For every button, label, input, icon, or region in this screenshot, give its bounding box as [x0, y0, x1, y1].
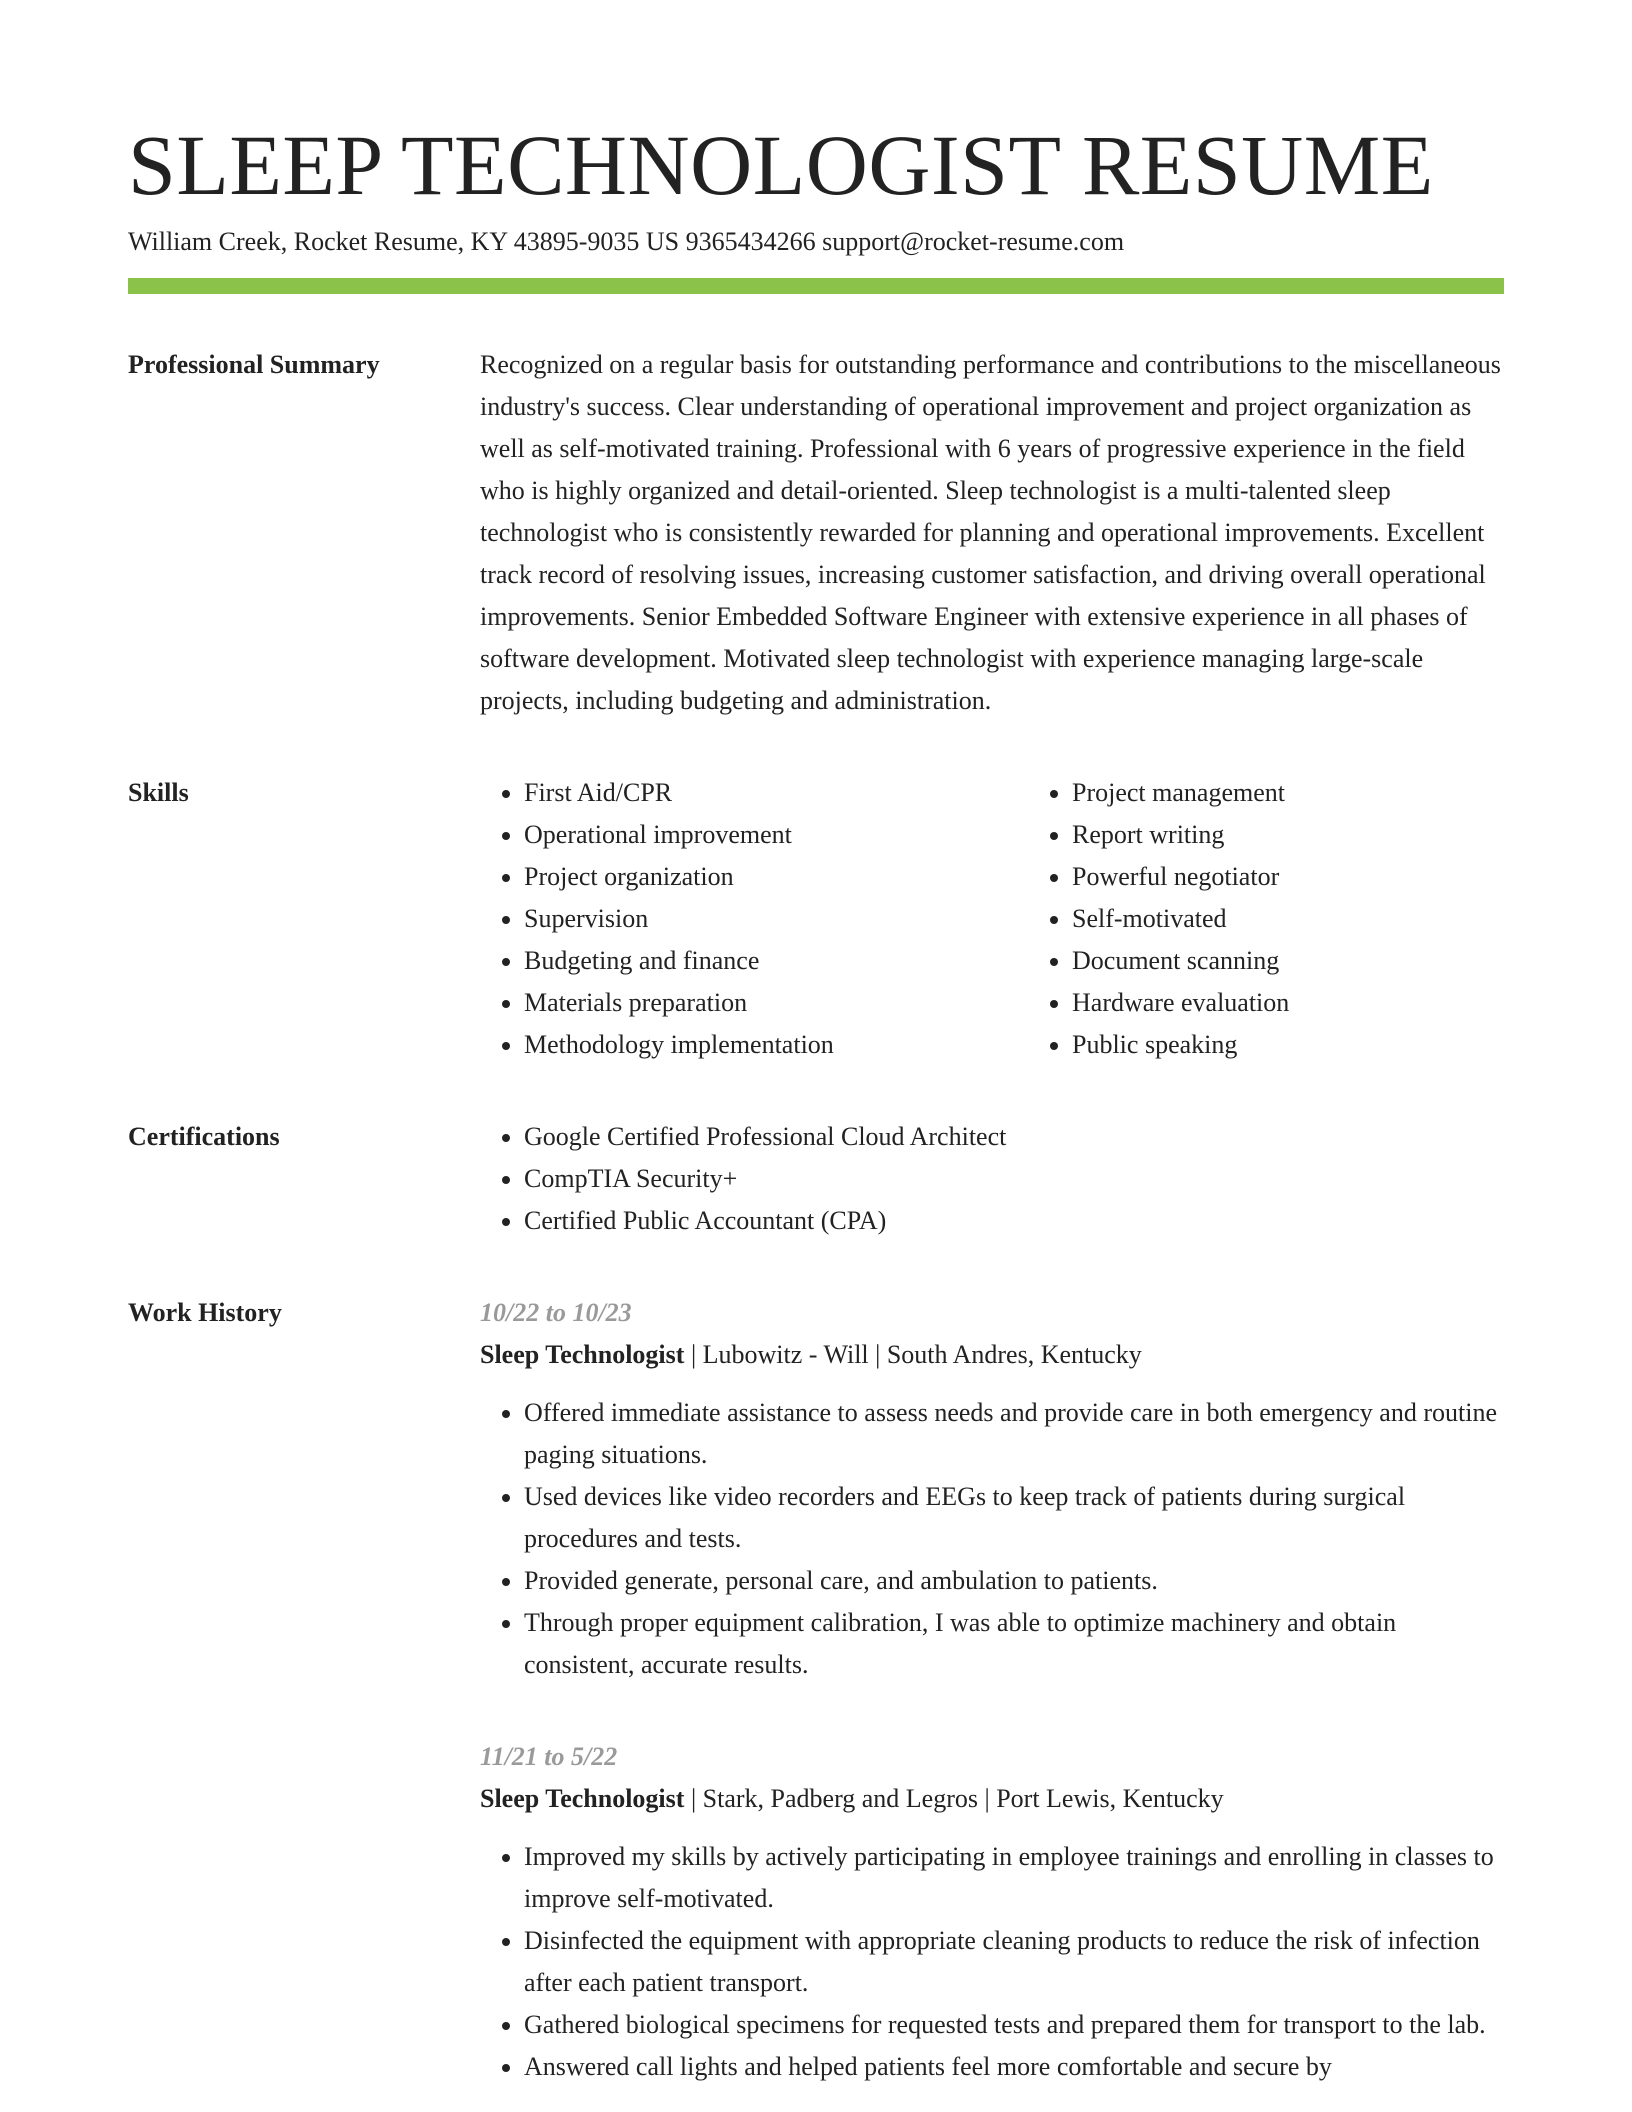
- certification-item: • Google Certified Professional Cloud Architect: [524, 1116, 1504, 1158]
- job-entry: [480, 1292, 1504, 1686]
- resume-page: [128, 118, 1504, 2088]
- job-details: | Stark, Padberg and Legros | Port Lewis, Kentucky: [684, 1784, 1224, 1814]
- skill-item: • Report writing: [1072, 814, 1576, 856]
- section-label: Certifications: [128, 1122, 280, 1152]
- certification-item: • Certified Public Accountant (CPA): [524, 1200, 1504, 1242]
- certification-item: • CompTIA Security+: [524, 1158, 1504, 1200]
- job-bullet: • Through proper equipment calibration, I was able to optimize machinery and obtain consistent, accurate results.: [524, 1602, 1504, 1686]
- skill-item: • Project organization: [524, 856, 1028, 898]
- section-label: Skills: [128, 778, 189, 808]
- resume-title: SLEEP TECHNOLOGIST RESUME: [128, 117, 1434, 213]
- certifications-list: [480, 1116, 1504, 1242]
- skill-item: • Project management: [1072, 772, 1576, 814]
- skill-item: • Budgeting and finance: [524, 940, 1028, 982]
- skills-list-left: [480, 772, 1028, 1066]
- certifications-section: [128, 1116, 1504, 1242]
- job-bullet: • Gathered biological specimens for requested tests and prepared them for transport to the lab.: [524, 2004, 1504, 2046]
- job-dates: 11/21 to 5/22: [480, 1742, 618, 1772]
- section-label: Work History: [128, 1298, 282, 1328]
- skill-item: • Hardware evaluation: [1072, 982, 1576, 1024]
- skill-item: • Document scanning: [1072, 940, 1576, 982]
- skills-section: [128, 772, 1504, 1066]
- accent-divider: [128, 278, 1504, 294]
- job-bullet: • Provided generate, personal care, and ambulation to patients.: [524, 1560, 1504, 1602]
- job-bullets: [480, 1392, 1504, 1686]
- skill-item: • Operational improvement: [524, 814, 1028, 856]
- skill-item: • Public speaking: [1072, 1024, 1576, 1066]
- job-bullet: • Improved my skills by actively participating in employee trainings and enrolling in classes to improve self-motivated.: [524, 1836, 1504, 1920]
- skills-list-right: [1028, 772, 1576, 1066]
- skill-item: • Supervision: [524, 898, 1028, 940]
- job-title: Sleep Technologist: [480, 1340, 685, 1370]
- job-bullet: • Offered immediate assistance to assess needs and provide care in both emergency and routine paging situations.: [524, 1392, 1504, 1476]
- job-bullet: • Used devices like video recorders and EEGs to keep track of patients during surgical procedures and tests.: [524, 1476, 1504, 1560]
- skill-item: • Powerful negotiator: [1072, 856, 1576, 898]
- skill-item: • Materials preparation: [524, 982, 1028, 1024]
- skill-item: • Methodology implementation: [524, 1024, 1028, 1066]
- summary-text: Recognized on a regular basis for outstanding performance and contributions to the miscellaneous industry's success. Clear understanding of operational improvement and project organization as well as self-motivated training. Professional with 6 years of progressive experience in the field who is highly organized and detail-oriented. Sleep technologist is a multi-talented sleep technologist who is consistently rewarded for planning and operational improvements. Excellent track record of resolving issues, increasing customer satisfaction, and driving overall operational improvements. Senior Embedded Software Engineer with extensive experience in all phases of software development. Motivated sleep technologist with experience managing large-scale projects, including budgeting and administration.: [480, 350, 1501, 716]
- job-bullets: [480, 1836, 1504, 2088]
- work-history-section: [128, 1292, 1504, 2088]
- contact-line: William Creek, Rocket Resume, KY 43895-9035 US 9365434266 support@rocket-resume.com: [128, 226, 1125, 256]
- job-bullet: • Disinfected the equipment with appropriate cleaning products to reduce the risk of infection after each patient transport.: [524, 1920, 1504, 2004]
- job-entry: [480, 1736, 1504, 2088]
- skill-item: • Self-motivated: [1072, 898, 1576, 940]
- section-label: Professional Summary: [128, 350, 380, 380]
- skill-item: • First Aid/CPR: [524, 772, 1028, 814]
- job-heading: [480, 1334, 1504, 1376]
- job-bullet: • Answered call lights and helped patients feel more comfortable and secure by: [524, 2046, 1504, 2088]
- job-heading: [480, 1778, 1504, 1820]
- job-details: | Lubowitz - Will | South Andres, Kentucky: [684, 1340, 1142, 1370]
- job-title: Sleep Technologist: [480, 1784, 685, 1814]
- summary-section: [128, 344, 1504, 722]
- job-dates: 10/22 to 10/23: [480, 1298, 632, 1328]
